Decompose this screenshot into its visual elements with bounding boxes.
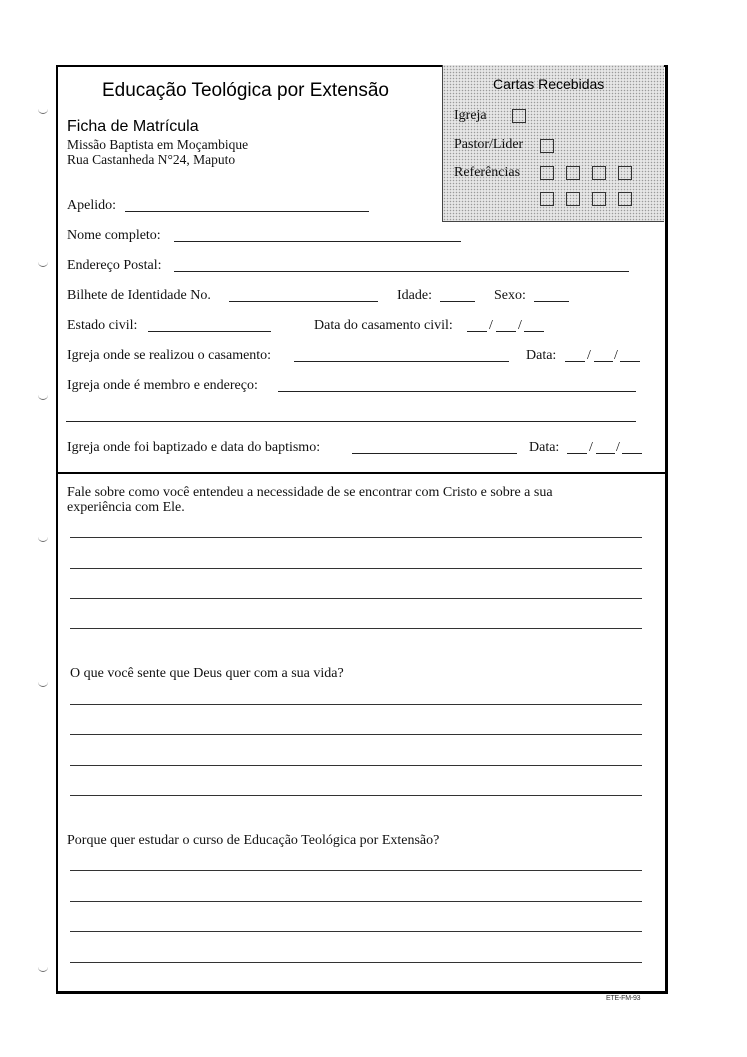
date-separator: / [616, 440, 620, 455]
igreja-membro-label: Igreja onde é membro e endereço: [67, 378, 258, 393]
referencia-checkbox-4[interactable] [618, 166, 632, 180]
answer-2-line-2[interactable] [70, 734, 642, 735]
cartas-igreja-label: Igreja [454, 108, 487, 123]
margin-mark [38, 261, 48, 267]
answer-3-line-3[interactable] [70, 931, 642, 932]
organization-name: Missão Baptista em Moçambique [67, 137, 249, 152]
casamento-civil-year-field[interactable] [524, 331, 544, 332]
igreja-casamento-label: Igreja onde se realizou o casamento: [67, 348, 272, 363]
nome-completo-label: Nome completo: [67, 228, 161, 243]
baptismo-year-field[interactable] [622, 453, 642, 454]
answer-2-line-1[interactable] [70, 704, 642, 705]
apelido-field[interactable] [125, 211, 369, 212]
page-title: Educação Teológica por Extensão [102, 80, 389, 101]
margin-mark [38, 108, 48, 114]
answer-1-line-3[interactable] [70, 598, 642, 599]
referencia-checkbox-1[interactable] [540, 166, 554, 180]
data-casamento-label: Data: [526, 348, 557, 363]
apelido-label: Apelido: [67, 198, 116, 213]
answer-3-line-1[interactable] [70, 870, 642, 871]
margin-mark [38, 966, 48, 972]
endereco-postal-field[interactable] [174, 271, 629, 272]
sexo-field[interactable] [534, 301, 569, 302]
answer-2-line-4[interactable] [70, 795, 642, 796]
margin-mark [38, 681, 48, 687]
referencia-checkbox-5[interactable] [540, 192, 554, 206]
nome-completo-field[interactable] [174, 241, 461, 242]
referencia-checkbox-2[interactable] [566, 166, 580, 180]
date-separator: / [589, 440, 593, 455]
casamento-year-field[interactable] [620, 361, 640, 362]
data-baptismo-label: Data: [529, 440, 560, 455]
bilhete-label: Bilhete de Identidade No. [67, 288, 211, 303]
referencia-checkbox-6[interactable] [566, 192, 580, 206]
referencia-checkbox-8[interactable] [618, 192, 632, 206]
answer-1-line-2[interactable] [70, 568, 642, 569]
date-separator: / [587, 348, 591, 363]
answer-3-line-4[interactable] [70, 962, 642, 963]
estado-civil-field[interactable] [148, 331, 271, 332]
organization-address: Rua Castanheda N°24, Maputo [67, 152, 236, 167]
form-code: ETE-FM-93 [606, 995, 641, 1002]
answer-1-line-4[interactable] [70, 628, 642, 629]
pastor-lider-checkbox[interactable] [540, 139, 554, 153]
date-separator: / [489, 318, 493, 333]
igreja-baptizado-field[interactable] [352, 453, 517, 454]
endereco-postal-label: Endereço Postal: [67, 258, 162, 273]
estado-civil-label: Estado civil: [67, 318, 138, 333]
section-divider [56, 472, 665, 474]
casamento-civil-day-field[interactable] [467, 331, 487, 332]
question-1 [67, 485, 647, 515]
cartas-referencias-label: Referências [454, 165, 521, 180]
answer-1-line-1[interactable] [70, 537, 642, 538]
sexo-label: Sexo: [494, 288, 526, 303]
igreja-casamento-field[interactable] [294, 361, 509, 362]
baptismo-day-field[interactable] [567, 453, 587, 454]
referencia-checkbox-3[interactable] [592, 166, 606, 180]
referencia-checkbox-7[interactable] [592, 192, 606, 206]
casamento-civil-month-field[interactable] [496, 331, 516, 332]
idade-label: Idade: [397, 288, 432, 303]
data-casamento-civil-label: Data do casamento civil: [314, 318, 453, 333]
date-separator: / [614, 348, 618, 363]
form-subtitle: Ficha de Matrícula [67, 118, 199, 135]
cartas-recebidas-title: Cartas Recebidas [493, 76, 605, 92]
answer-3-line-2[interactable] [70, 901, 642, 902]
igreja-membro-field[interactable] [278, 391, 636, 392]
idade-field[interactable] [440, 301, 475, 302]
casamento-day-field[interactable] [565, 361, 585, 362]
baptismo-month-field[interactable] [596, 453, 615, 454]
margin-mark [38, 536, 48, 542]
date-separator: / [518, 318, 522, 333]
igreja-checkbox[interactable] [512, 109, 526, 123]
casamento-month-field[interactable] [594, 361, 613, 362]
igreja-baptizado-label: Igreja onde foi baptizado e data do baptismo: [67, 440, 321, 455]
answer-2-line-3[interactable] [70, 765, 642, 766]
question-1-line2: experiência com Ele. [67, 500, 185, 515]
question-1-line1: Fale sobre como você entendeu a necessidade de se encontrar com Cristo e sobre a sua [67, 485, 553, 500]
cartas-pastor-label: Pastor/Lider [454, 137, 524, 152]
question-2: O que você sente que Deus quer com a sua vida? [70, 666, 344, 681]
igreja-membro-field-line2[interactable] [66, 421, 636, 422]
bilhete-field[interactable] [229, 301, 378, 302]
margin-mark [38, 394, 48, 400]
question-3: Porque quer estudar o curso de Educação Teológica por Extensão? [67, 833, 440, 848]
